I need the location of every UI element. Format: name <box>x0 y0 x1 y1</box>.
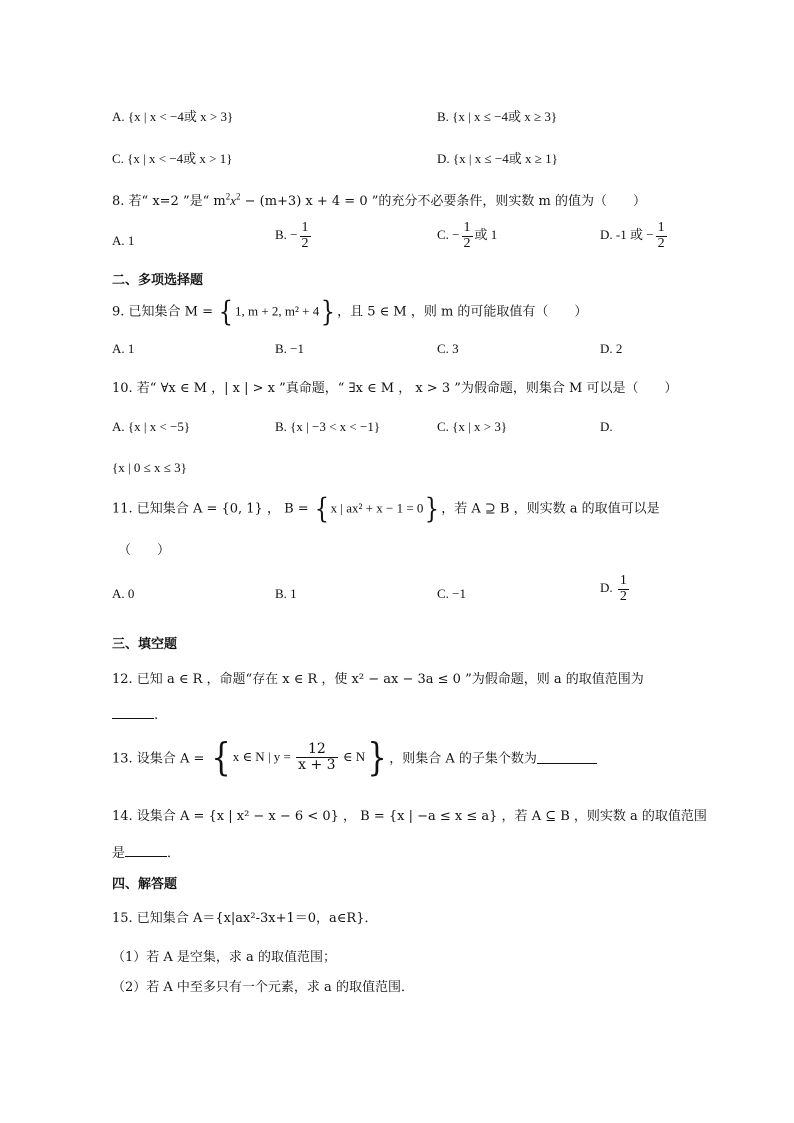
q11-answer-paren: （ ） <box>118 543 171 558</box>
q9-question: 9. 已知集合 M = { 1, m + 2, m² + 4} ，且 5 ∈ M ，则 m 的可能取值有（ ） <box>112 295 588 328</box>
section-heading-fill-in: 三、填空题 <box>112 637 178 652</box>
q9-option-d: D. 2 <box>600 341 623 356</box>
q10-question: 10. 若“ ∀x ∈ M ，| x | > x ”真命题，“ ∃x ∈ M ， x > 3 ”为假命题，则集合 M 可以是（ ） <box>112 381 678 396</box>
q8-option-c: C. − $\frac{1}{2}$ 或 1 <box>437 220 498 251</box>
q15-part-1: （1）若 A 是空集，求 a 的取值范围； <box>112 950 336 965</box>
q13-question: 13. 设集合 A = { x ∈ N | y = $\frac{12}{x + 3}$ ∈ N} ，则集合 A 的子集个数为 <box>112 738 597 776</box>
section-heading-answer: 四、解答题 <box>112 877 178 892</box>
q11-option-c: C. −1 <box>437 586 467 601</box>
q10-option-d: D. <box>600 419 613 434</box>
q7-option-c: C. {x | x < −4或 x > 1} <box>112 151 233 166</box>
q8-question: 8. 若“ x=2 ”是“ $m^2x^2 - (m+3) x + 4 = 0$ ”的充分不必要条件，则实数 m 的值为（ ） <box>112 191 646 209</box>
q15-question: 15. 已知集合 A＝{x|ax²-3x+1＝0，a∈R}． <box>112 911 378 926</box>
q12-question: 12. 已知 a ∈ R ，命题“存在 x ∈ R ，使 x² − ax − 3a ≤ 0 ”为假命题，则 a 的取值范围为 <box>112 672 644 687</box>
q7-option-b: B. {x | x ≤ −4或 x ≥ 3} <box>437 109 558 124</box>
q8-option-b: B. − $\frac{1}{2}$ <box>275 220 309 251</box>
q14-question: 14. 设集合 A = {x | x² − x − 6 < 0} ， B = {x | −a ≤ x ≤ a} ，若 A ⊆ B ，则实数 a 的取值范围 <box>112 809 707 824</box>
q11-option-a: A. 0 <box>112 586 135 601</box>
q11-option-b: B. 1 <box>275 586 297 601</box>
q10-option-c: C. {x | x > 3} <box>437 419 508 434</box>
q10-option-a: A. {x | x < −5} <box>112 419 191 434</box>
section-heading-multiple-choice: 二、多项选择题 <box>112 273 204 288</box>
q7-option-a: A. {x | x < −4或 x > 3} <box>112 109 234 124</box>
q9-option-c: C. 3 <box>437 341 459 356</box>
q10-option-b: B. {x | −3 < x < −1} <box>275 419 381 434</box>
q11-question: 11. 已知集合 A = {0, 1} ， B = { x | ax² + x − 1 = 0} ，若 A ⊇ B ，则实数 a 的取值可以是 <box>112 492 660 525</box>
q8-option-d: D. -1 或 − $\frac{1}{2}$ <box>600 220 665 251</box>
q7-option-d: D. {x | x ≤ −4或 x ≥ 1} <box>437 151 558 166</box>
q10-option-d-content: {x | 0 ≤ x ≤ 3} <box>112 460 187 475</box>
q9-option-b: B. −1 <box>275 341 305 356</box>
q12-answer-blank: . <box>112 706 158 723</box>
q14-answer-blank: 是 ． <box>112 846 181 861</box>
q8-option-a: A. 1 <box>112 233 135 248</box>
q9-option-a: A. 1 <box>112 341 135 356</box>
q11-option-d: D. $\frac{1}{2}$ <box>600 573 627 604</box>
q15-part-2: （2）若 A 中至多只有一个元素，求 a 的取值范围． <box>112 980 414 995</box>
